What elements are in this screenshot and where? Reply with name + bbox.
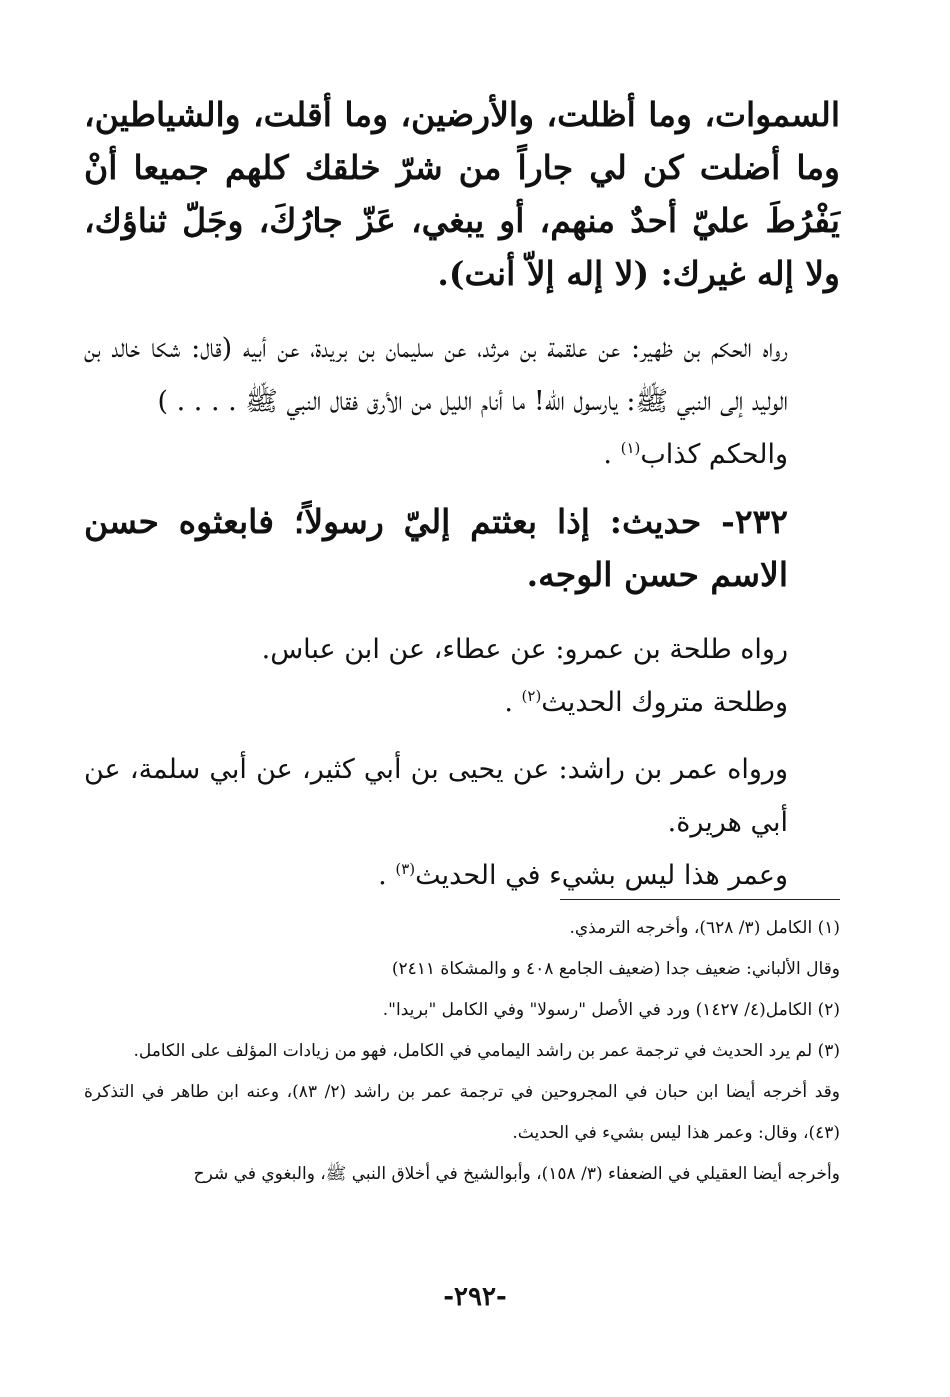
footnote-ref-3: (٣) (395, 860, 416, 878)
period: . (378, 860, 387, 891)
footnote-3-uqayli: وأخرجه أيضا العقيلي في الضعفاء (٣/ ١٥٨)، وأبوالشيخ في أخلاق النبي ﷺ، والبغوي في شرح (193, 1164, 840, 1184)
footnote-ref-1: (١) (620, 439, 641, 457)
grading-talha-text: وطلحة متروك الحديث (541, 687, 788, 718)
footnote-3: (٣) لم يرد الحديث في ترجمة عمر بن راشد اليمامي في الكامل، فهو من زيادات المؤلف على الكامل. (133, 1041, 840, 1061)
dua-text: السموات، وما أظلت، والأرضين، وما أقلت، والشياطين، وما أضلت كن لي جاراً من شرّ خلقك كلهم جميعا أنْ يَفْرُطَ عليّ أحدٌ منهم، أو يبغي، عَزّ جارُكَ، وجَلّ ثناؤك، ولا إله غيرك: (لا إله إلاّ أنت). (84, 95, 840, 293)
footnote-3-ibn-hibban: وقد أخرجه أيضا ابن حبان في المجروحين في ترجمة عمر بن راشد (٢/ ٨٣)، وعنه ابن طاهر في التذكرة (٤٣)، وقال: وعمر هذا ليس بشيء في الحديث. (84, 1082, 840, 1143)
period: . (603, 439, 613, 470)
footnote-2: (٢) الكامل(٤/ ١٤٢٧) ورد في الأصل "رسولا" وفي الكامل "بريدا". (382, 1000, 840, 1020)
footnotes (84, 908, 840, 1195)
grading-hakam-text: والحكم كذاب (640, 439, 788, 470)
footnote-1-albani: وقال الألباني: ضعيف جدا (ضعيف الجامع ٤٠٨ و والمشكاة ٢٤١١) (391, 959, 840, 979)
footnote-separator (560, 899, 840, 900)
footnote-ref-2: (٢) (521, 687, 542, 705)
grading-umar-text: وعمر هذا ليس بشيء في الحديث (415, 860, 788, 891)
grading-talha (84, 676, 840, 729)
period: . (504, 687, 513, 718)
page-number: -٢٩٢- (443, 1282, 507, 1312)
footnote-1: (١) الكامل (٣/ ٦٢٨)، وأخرجه الترمذي. (569, 918, 840, 938)
grading-hakam (84, 428, 840, 481)
narration-hakam: رواه الحكم بن ظهير: عن علقمة بن مرثد، عن سليمان بن بريدة، عن أبيه (قال: شكا خالد بن الوليد إلى النبي ﷺ: يارسول الله! ما أنام الليل من الأرق فقال النبي ﷺ . . . . ) (84, 333, 788, 417)
narration-talha: رواه طلحة بن عمرو: عن عطاء، عن ابن عباس. (261, 634, 788, 665)
hadith-232-heading: ٢٣٢- حديث: إذا بعثتم إليّ رسولاً؛ فابعثوه حسن الاسم حسن الوجه. (84, 502, 788, 594)
narration-umar: ورواه عمر بن راشد: عن يحيى بن أبي كثير، عن أبي سلمة، عن أبي هريرة. (84, 754, 788, 838)
grading-umar (84, 849, 840, 902)
main-text (84, 88, 840, 902)
